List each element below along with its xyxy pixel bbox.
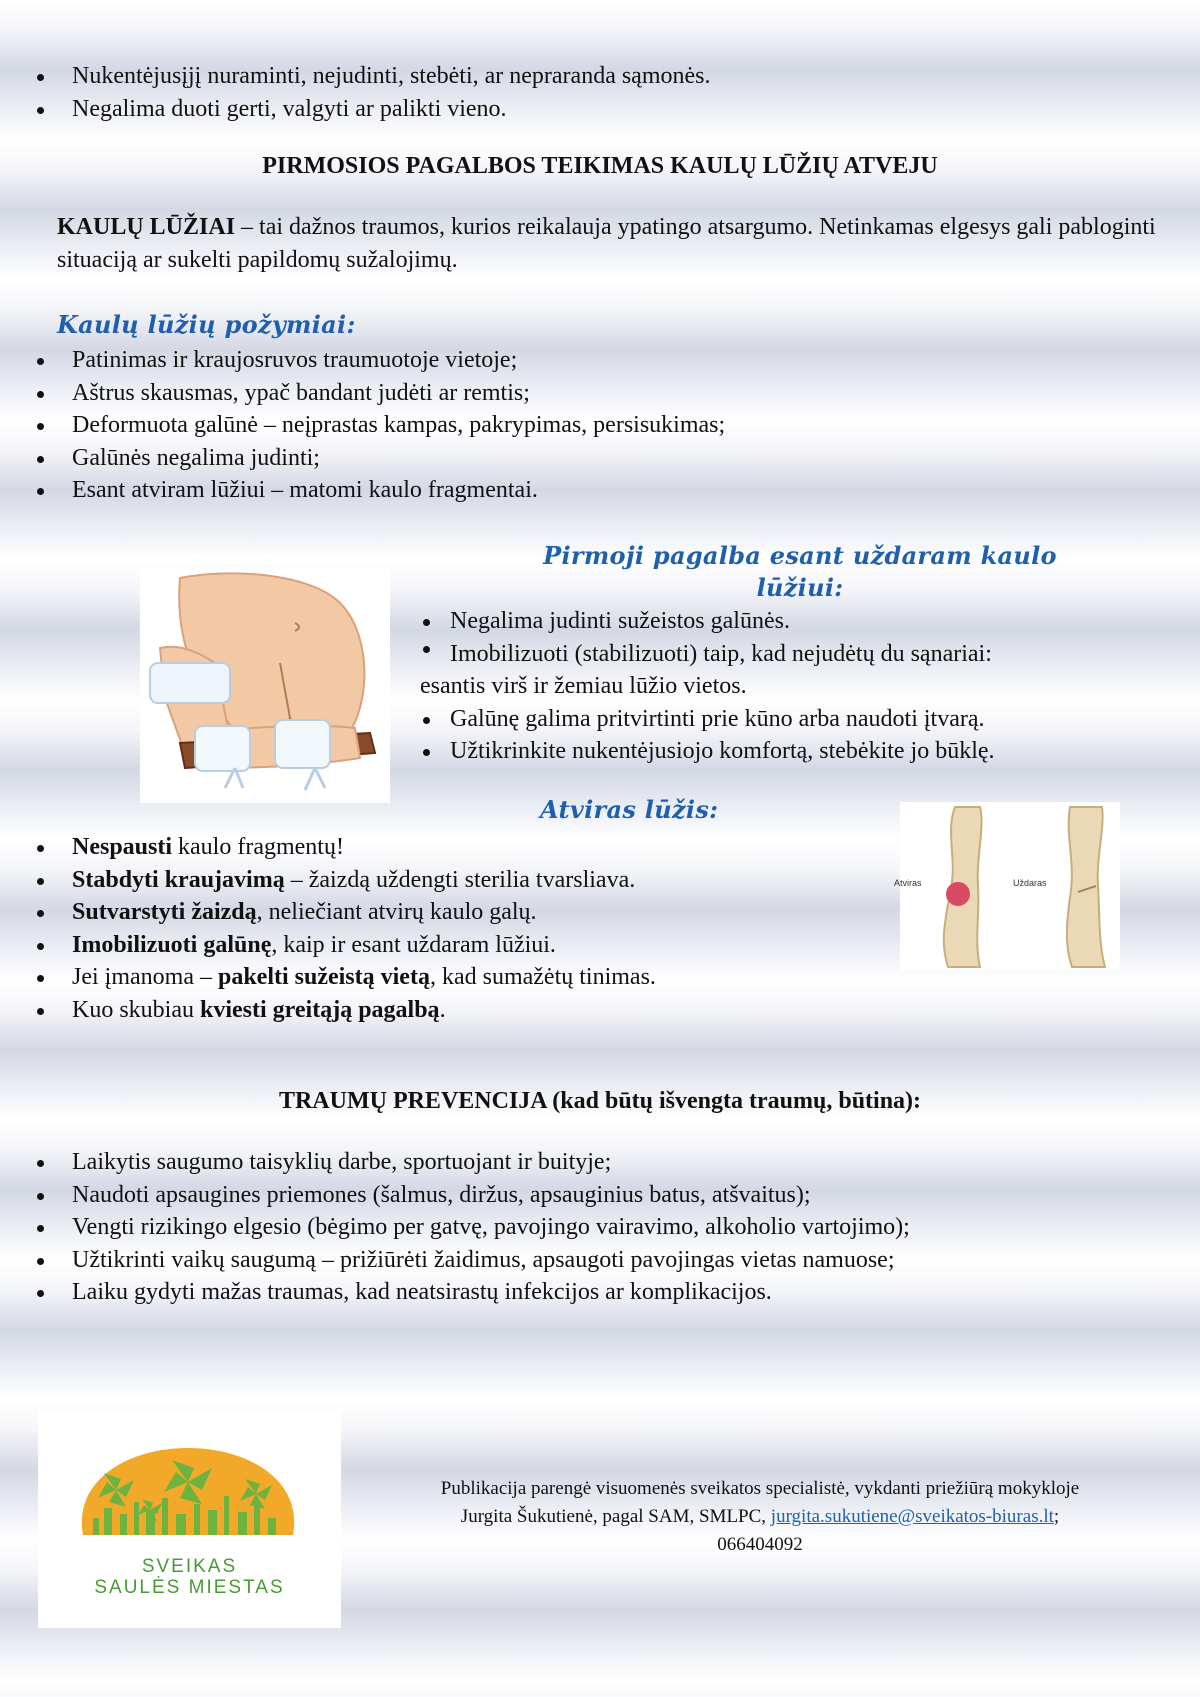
intro-text: – tai dažnos traumos, kurios reikalauja ypatingo atsargumo. Netinkamas elgesys gali pabloginti situaciją ar sukelti papildomų sužalojimų. — [57, 214, 1156, 273]
logo — [38, 1410, 341, 1628]
signs-heading: Kaulų lūžių požymiai: — [57, 310, 356, 339]
footer-credit — [360, 1475, 1160, 1559]
list-item-continuation: esantis virš ir žemiau lūžio vietos. — [420, 673, 747, 699]
bone-fracture-icon — [900, 802, 1120, 970]
logo-line1: SVEIKAS — [141, 1556, 238, 1577]
footer-separator: ; — [1053, 1506, 1060, 1527]
footer-line2 — [360, 1503, 1160, 1531]
list-item: Stabdyti kraujavimą – žaizdą uždengti sterilia tvarsliava. — [0, 864, 656, 897]
list-item: Aštrus skausmas, ypač bandant judėti ar remtis; — [0, 377, 725, 410]
list-item: Nespausti kaulo fragmentų! — [0, 831, 656, 864]
email-link[interactable]: jurgita.sukutiene@sveikatos-biuras.lt — [770, 1506, 1054, 1527]
image-label-closed: Uždaras — [1013, 878, 1047, 888]
list-item: Jei įmanoma – pakelti sužeistą vietą, kad sumažėtų tinimas. — [0, 961, 656, 994]
bone-fracture-illustration — [894, 802, 1120, 970]
list-item: Vengti rizikingo elgesio (bėgimo per gatvę, pavojingo vairavimo, alkoholio vartojimo); — [0, 1211, 910, 1244]
section-title: PIRMOSIOS PAGALBOS TEIKIMAS KAULŲ LŪŽIŲ ATVEJU — [262, 153, 938, 179]
list-item — [420, 638, 1140, 703]
splinted-arm-illustration — [140, 568, 390, 803]
list-item: Sutvarstyti žaizdą, neliečiant atvirų kaulo galų. — [0, 896, 656, 929]
arm-splint-icon — [140, 568, 390, 803]
prevention-list — [0, 1146, 910, 1309]
footer-phone: 066404092 — [717, 1534, 803, 1555]
top-bullet-list — [0, 60, 711, 125]
open-fracture-list — [0, 831, 656, 1026]
list-item: Užtikrinti vaikų saugumą – prižiūrėti žaidimus, apsaugoti pavojingas vietas namuose; — [0, 1244, 910, 1277]
list-item: Kuo skubiau kviesti greitąją pagalbą. — [0, 994, 656, 1027]
list-item: Patinimas ir kraujosruvos traumuotoje vietoje; — [0, 344, 725, 377]
list-item: Deformuota galūnė – neįprastas kampas, pakrypimas, persisukimas; — [0, 409, 725, 442]
logo-text — [38, 1556, 341, 1598]
list-item: Užtikrinkite nukentėjusiojo komfortą, stebėkite jo būklę. — [420, 735, 1140, 768]
open-fracture-heading: Atviras lūžis: — [540, 795, 719, 824]
list-item: Negalima duoti gerti, valgyti ar palikti vieno. — [0, 93, 711, 126]
closed-fracture-heading-line1: Pirmoji pagalba esant uždaram kaulo — [543, 541, 1057, 570]
list-item: Imobilizuoti galūnę, kaip ir esant uždaram lūžiui. — [0, 929, 656, 962]
prevention-heading: TRAUMŲ PREVENCIJA (kad būtų išvengta traumų, būtina): — [278, 1088, 922, 1114]
list-item: Laiku gydyti mažas traumas, kad neatsirastų infekcijos ar komplikacijos. — [0, 1276, 910, 1309]
closed-fracture-heading — [420, 540, 1180, 604]
image-label-open: Atviras — [894, 878, 922, 888]
closed-fracture-heading-line2: lūžiui: — [756, 573, 844, 602]
list-item: Naudoti apsaugines priemones (šalmus, diržus, apsauginius batus, atšvaitus); — [0, 1179, 910, 1212]
list-item: Negalima judinti sužeistos galūnės. — [420, 605, 1140, 638]
closed-fracture-list — [420, 605, 1140, 768]
list-item: Nukentėjusįjį nuraminti, nejudinti, stebėti, ar nepraranda sąmonės. — [0, 60, 711, 93]
intro-paragraph — [57, 211, 1157, 276]
list-item: Esant atviram lūžiui – matomi kaulo fragmentai. — [0, 474, 725, 507]
list-item-text: Imobilizuoti (stabilizuoti) taip, kad nejudėtų du sąnariai: — [450, 640, 992, 667]
list-item: Galūnę galima pritvirtinti prie kūno arba naudoti įtvarą. — [420, 703, 1140, 736]
list-item: Laikytis saugumo taisyklių darbe, sportuojant ir buityje; — [0, 1146, 910, 1179]
footer-author: Jurgita Šukutienė, pagal SAM, SMLPC, — [460, 1506, 771, 1527]
signs-list — [0, 344, 725, 507]
footer-line1: Publikacija parengė visuomenės sveikatos specialistė, vykdanti priežiūrą mokykloje — [440, 1478, 1080, 1499]
logo-line2: SAULĖS MIESTAS — [94, 1577, 285, 1598]
intro-term: KAULŲ LŪŽIAI — [57, 214, 236, 240]
list-item: Galūnės negalima judinti; — [0, 442, 725, 475]
